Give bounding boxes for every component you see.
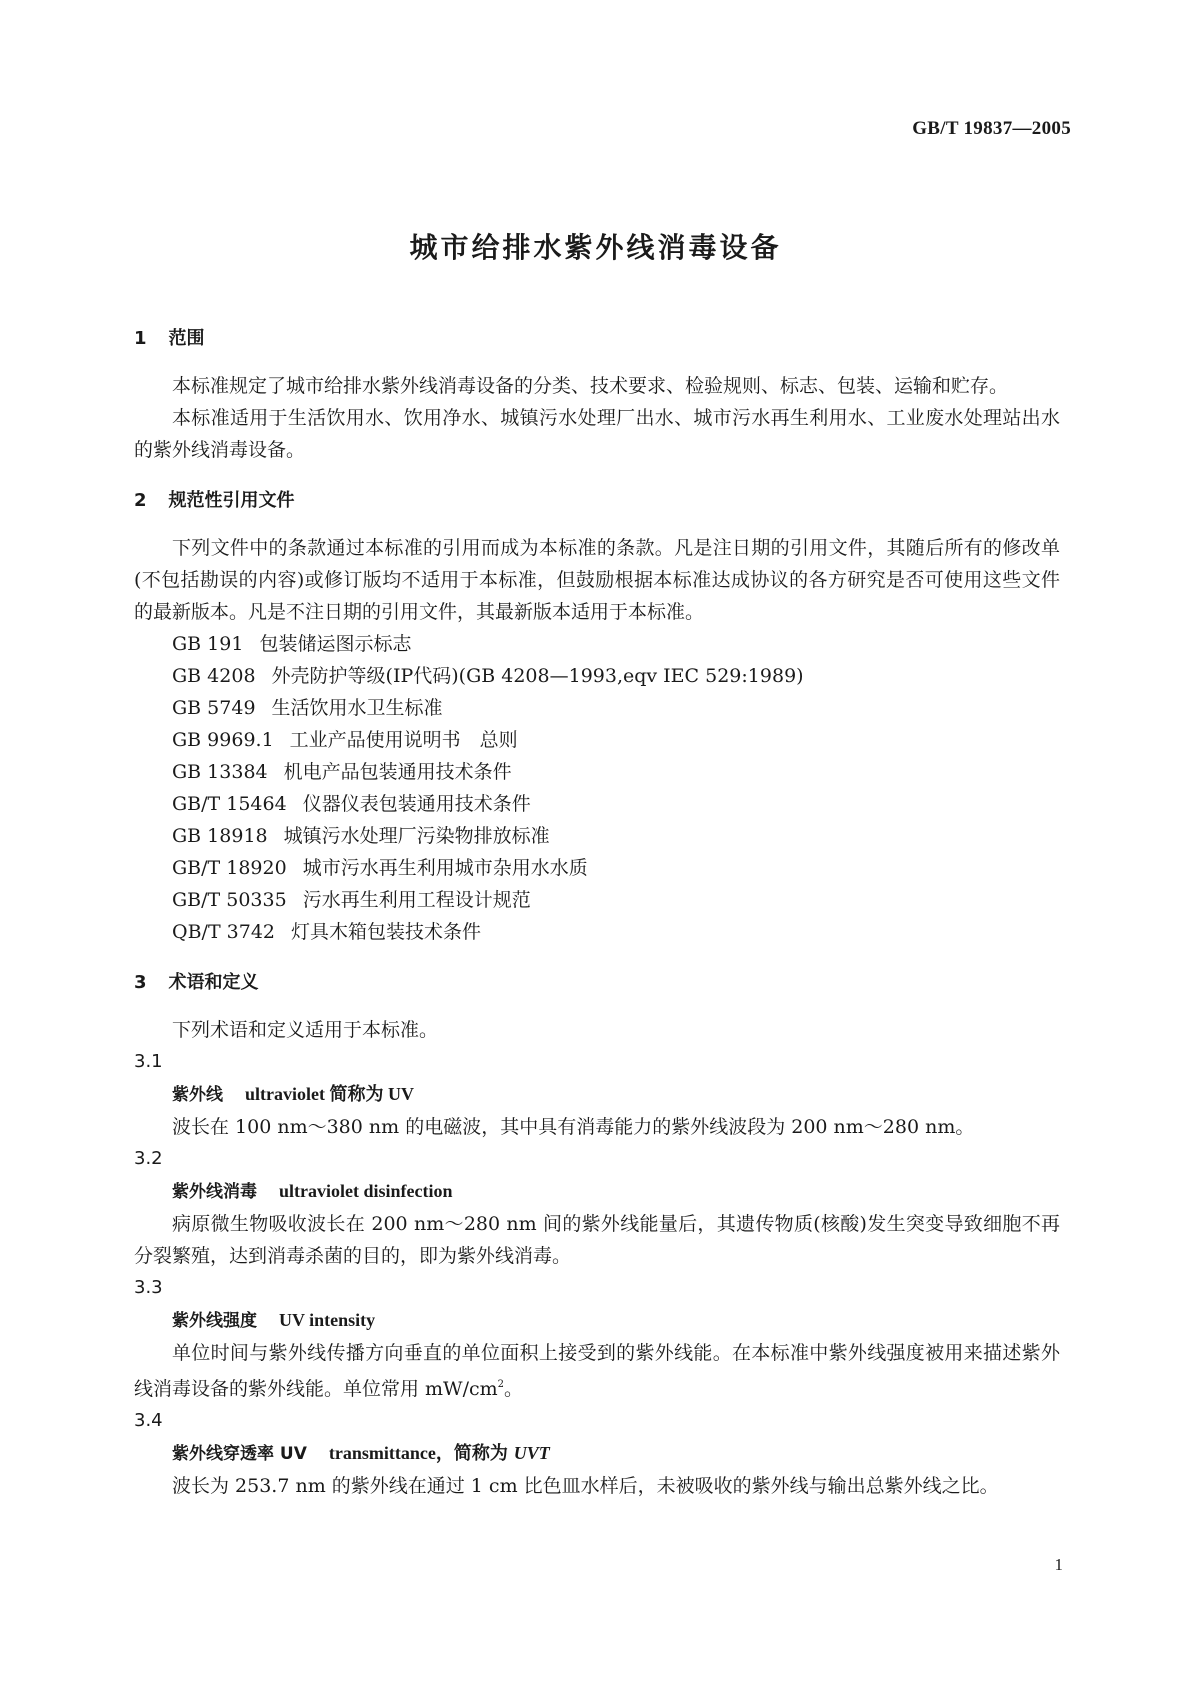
reference-title: 污水再生利用工程设计规范 <box>302 889 531 911</box>
reference-title: 工业产品使用说明书 总则 <box>289 729 518 751</box>
reference-code: GB 5749 <box>172 697 256 719</box>
reference-title: 城镇污水处理厂污染物排放标准 <box>283 825 550 847</box>
reference-item <box>134 628 1060 660</box>
reference-code: GB 13384 <box>172 761 268 783</box>
standard-code: GB/T 19837—2005 <box>912 118 1071 139</box>
paragraph: 本标准规定了城市给排水紫外线消毒设备的分类、技术要求、检验规则、标志、包装、运输和贮存。 <box>172 375 1009 397</box>
reference-code: GB 191 <box>172 633 244 655</box>
reference-item <box>134 724 1060 756</box>
reference-item <box>134 884 1060 916</box>
reference-title: 仪器仪表包装通用技术条件 <box>302 793 531 815</box>
definition-end: 。 <box>504 1378 524 1400</box>
term-name <box>134 1437 1060 1470</box>
term-number: 3.1 <box>134 1051 163 1072</box>
section-number: 2 <box>134 490 147 511</box>
term-name <box>134 1078 1060 1111</box>
section-title: 规范性引用文件 <box>168 490 295 511</box>
reference-list <box>134 628 1060 948</box>
term-english: ultraviolet disinfection <box>279 1181 453 1201</box>
term-english: ultraviolet 简称为 UV <box>245 1084 414 1104</box>
paragraph: 本标准适用于生活饮用水、饮用净水、城镇污水处理厂出水、城市污水再生利用水、工业废水处理站出水的紫外线消毒设备。 <box>134 407 1060 461</box>
term-number: 3.2 <box>134 1148 163 1169</box>
reference-code: GB/T 18920 <box>172 857 287 879</box>
paragraph: 下列文件中的条款通过本标准的引用而成为本标准的条款。凡是注日期的引用文件，其随后所有的修改单(不包括勘误的内容)或修订版均不适用于本标准，但鼓励根据本标准达成协议的各方研究是否可使用这些文件的最新版本。凡是不注日期的引用文件，其最新版本适用于本标准。 <box>134 537 1060 623</box>
reference-title: 城市污水再生利用城市杂用水水质 <box>302 857 588 879</box>
reference-code: GB 18918 <box>172 825 268 847</box>
section-title: 术语和定义 <box>168 972 259 993</box>
reference-item <box>134 660 1060 692</box>
document-body <box>134 326 1060 1502</box>
term-number: 3.3 <box>134 1277 163 1298</box>
reference-item <box>134 916 1060 948</box>
term-number: 3.4 <box>134 1410 163 1431</box>
reference-item <box>134 756 1060 788</box>
term-chinese: 紫外线穿透率 UV <box>172 1444 307 1464</box>
term-definition: 波长在 100 nm～380 nm 的电磁波，其中具有消毒能力的紫外线波段为 200 nm～280 nm。 <box>172 1116 975 1138</box>
definition-text: 单位时间与紫外线传播方向垂直的单位面积上接受到的紫外线能。在本标准中紫外线强度被用来描述紫外线消毒设备的紫外线能。单位常用 mW/cm <box>134 1342 1060 1400</box>
term-name <box>134 1175 1060 1208</box>
reference-item <box>134 820 1060 852</box>
reference-code: GB/T 15464 <box>172 793 287 815</box>
reference-title: 包装储运图示标志 <box>259 633 412 655</box>
term-definition <box>134 1337 1060 1405</box>
term-definition: 病原微生物吸收波长在 200 nm～280 nm 间的紫外线能量后，其遗传物质(核酸)发生突变导致细胞不再分裂繁殖，达到消毒杀菌的目的，即为紫外线消毒。 <box>134 1213 1060 1267</box>
reference-code: GB/T 50335 <box>172 889 287 911</box>
section-number: 1 <box>134 328 147 349</box>
term-english: UV intensity <box>279 1310 376 1330</box>
reference-item <box>134 788 1060 820</box>
reference-title: 灯具木箱包装技术条件 <box>291 921 482 943</box>
reference-code: QB/T 3742 <box>172 921 276 943</box>
section-number: 3 <box>134 972 147 993</box>
term-name <box>134 1304 1060 1337</box>
paragraph: 下列术语和定义适用于本标准。 <box>172 1019 439 1041</box>
reference-item <box>134 692 1060 724</box>
reference-title: 外壳防护等级(IP代码)(GB 4208—1993,eqv IEC 529:1989) <box>271 665 804 687</box>
reference-code: GB 4208 <box>172 665 256 687</box>
section-heading-2 <box>134 488 1060 514</box>
term-definition: 波长为 253.7 nm 的紫外线在通过 1 cm 比色皿水样后，未被吸收的紫外线与输出总紫外线之比。 <box>172 1475 999 1497</box>
term-chinese: 紫外线消毒 <box>172 1182 257 1202</box>
term-chinese: 紫外线强度 <box>172 1311 257 1331</box>
section-heading-3 <box>134 970 1060 996</box>
section-heading-1 <box>134 326 1060 352</box>
reference-title: 机电产品包装通用技术条件 <box>283 761 512 783</box>
term-abbreviation: UVT <box>513 1443 550 1463</box>
term-chinese: 紫外线 <box>172 1085 223 1105</box>
document-title: 城市给排水紫外线消毒设备 <box>409 231 782 264</box>
page-number: 1 <box>1054 1555 1063 1574</box>
reference-item <box>134 852 1060 884</box>
reference-code: GB 9969.1 <box>172 729 274 751</box>
superscript: 2 <box>497 1379 505 1390</box>
reference-title: 生活饮用水卫生标准 <box>271 697 443 719</box>
term-english: transmittance，简称为 <box>328 1443 508 1463</box>
section-title: 范围 <box>168 328 205 349</box>
